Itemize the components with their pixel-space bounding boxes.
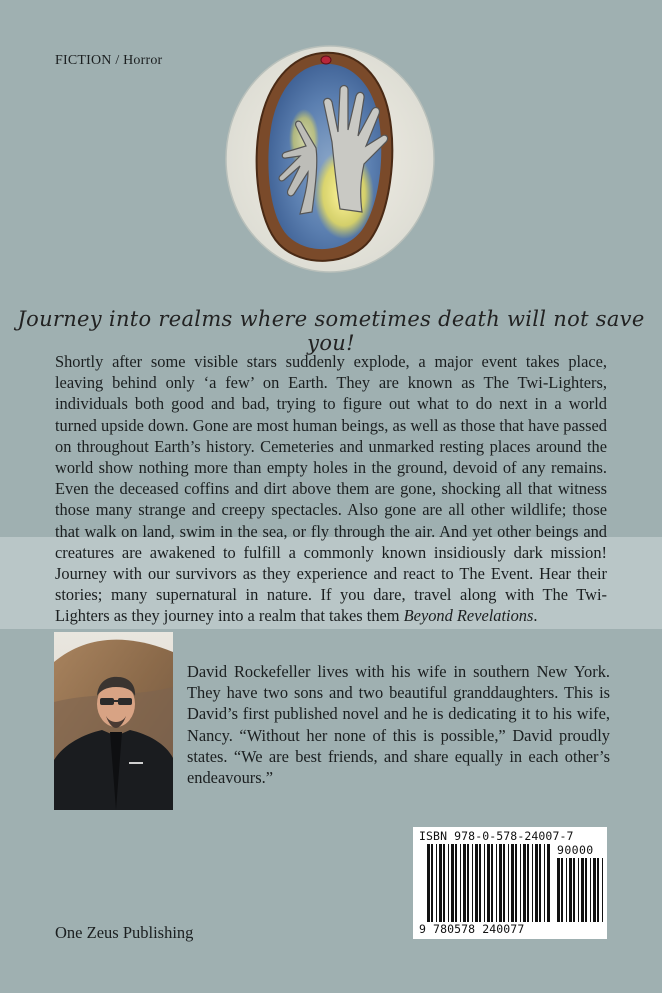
blurb-book-title: Beyond Revelations bbox=[403, 606, 534, 626]
publisher-name: One Zeus Publishing bbox=[55, 923, 194, 942]
barcode-bar bbox=[508, 844, 509, 922]
barcode-bar bbox=[443, 844, 445, 922]
cover-illustration bbox=[224, 44, 436, 274]
barcode-bar bbox=[439, 844, 442, 922]
barcode-bar bbox=[451, 844, 454, 922]
barcode-bar bbox=[578, 858, 579, 922]
barcode-bar bbox=[523, 844, 526, 922]
barcode-bar bbox=[557, 858, 560, 922]
barcode-bar bbox=[539, 844, 541, 922]
barcode-bar bbox=[561, 858, 563, 922]
price-code: 90000 bbox=[557, 843, 594, 857]
barcode-bar bbox=[532, 844, 533, 922]
barcode-bar bbox=[463, 844, 466, 922]
barcode-bar bbox=[593, 858, 596, 922]
blurb-period: . bbox=[533, 606, 538, 626]
barcode-bar bbox=[427, 844, 430, 922]
barcode-bar bbox=[547, 844, 550, 922]
book-blurb bbox=[55, 351, 607, 627]
barcode-bar bbox=[448, 844, 449, 922]
author-portrait bbox=[54, 632, 173, 810]
isbn-barcode bbox=[413, 827, 607, 939]
barcode-bar bbox=[460, 844, 461, 922]
barcode-bar bbox=[475, 844, 478, 922]
barcode-bar bbox=[515, 844, 517, 922]
barcode-bar bbox=[585, 858, 587, 922]
isbn-number: ISBN 978-0-578-24007-7 bbox=[419, 829, 574, 843]
blurb-text: Shortly after some visible stars suddenly explode, a major event takes place, leaving behind only ‘a few’ on Earth. They are known as The Twi-Lighters, individuals both good and bad, trying to figure out what to do next in a world turned upside down. Gone are most human beings, as well as those that have passed on throughout Earth’s history. Cemeteries and unmarked resting places around the world show nothing more than empty holes in the ground, devoid of any remains. Even the deceased coffins and dirt above them are gone, shocking all that witness those many strange and creepy spectacles. Also gone are all other wildlife; those that walk on land, swim in the sea, or fly through the air. And yet other beings and creatures are awakened to fulfill a commonly known insidiously dark mission! Journey with our survivors as they experience and react to The Event. Hear their stories; many supernatural in nature. If you dare, travel along with The Twi-Lighters as they journey into a realm that takes them bbox=[55, 352, 607, 626]
tagline: Journey into realms where sometimes death will not save you! bbox=[17, 307, 645, 355]
ean-digits: 9 780578 240077 bbox=[419, 922, 525, 936]
barcode-bar bbox=[491, 844, 493, 922]
barcode-bar bbox=[597, 858, 599, 922]
barcode-bar bbox=[431, 844, 433, 922]
barcode-bar bbox=[573, 858, 575, 922]
barcode-bar bbox=[496, 844, 497, 922]
portal-hands-illustration bbox=[224, 44, 436, 274]
barcode-bar bbox=[436, 844, 437, 922]
author-bio: David Rockefeller lives with his wife in southern New York. They have two sons and two beautiful granddaughters. This is David’s first published novel and he is dedicating it to his wife, Nancy. “Without her none of this is possible,” David proudly states. “We are best friends, and share equally in each other’s endeavours.” bbox=[187, 662, 610, 788]
barcode-bar bbox=[487, 844, 490, 922]
barcode-bar bbox=[467, 844, 469, 922]
barcode-bar bbox=[527, 844, 529, 922]
barcode-bar bbox=[499, 844, 502, 922]
barcode-bar bbox=[484, 844, 485, 922]
barcode-bar bbox=[602, 858, 603, 922]
barcode-bar bbox=[566, 858, 567, 922]
barcode-bar bbox=[479, 844, 481, 922]
barcode-bar bbox=[511, 844, 514, 922]
barcode-bar bbox=[455, 844, 457, 922]
barcode-bar bbox=[590, 858, 591, 922]
barcode-bar bbox=[535, 844, 538, 922]
barcode-bar bbox=[581, 858, 584, 922]
barcode-bar bbox=[544, 844, 545, 922]
barcode-bar bbox=[503, 844, 505, 922]
author-photo bbox=[54, 632, 173, 810]
barcode-bar bbox=[520, 844, 521, 922]
barcode-bar bbox=[569, 858, 572, 922]
barcode-bar bbox=[472, 844, 473, 922]
book-category: FICTION / Horror bbox=[55, 53, 163, 68]
